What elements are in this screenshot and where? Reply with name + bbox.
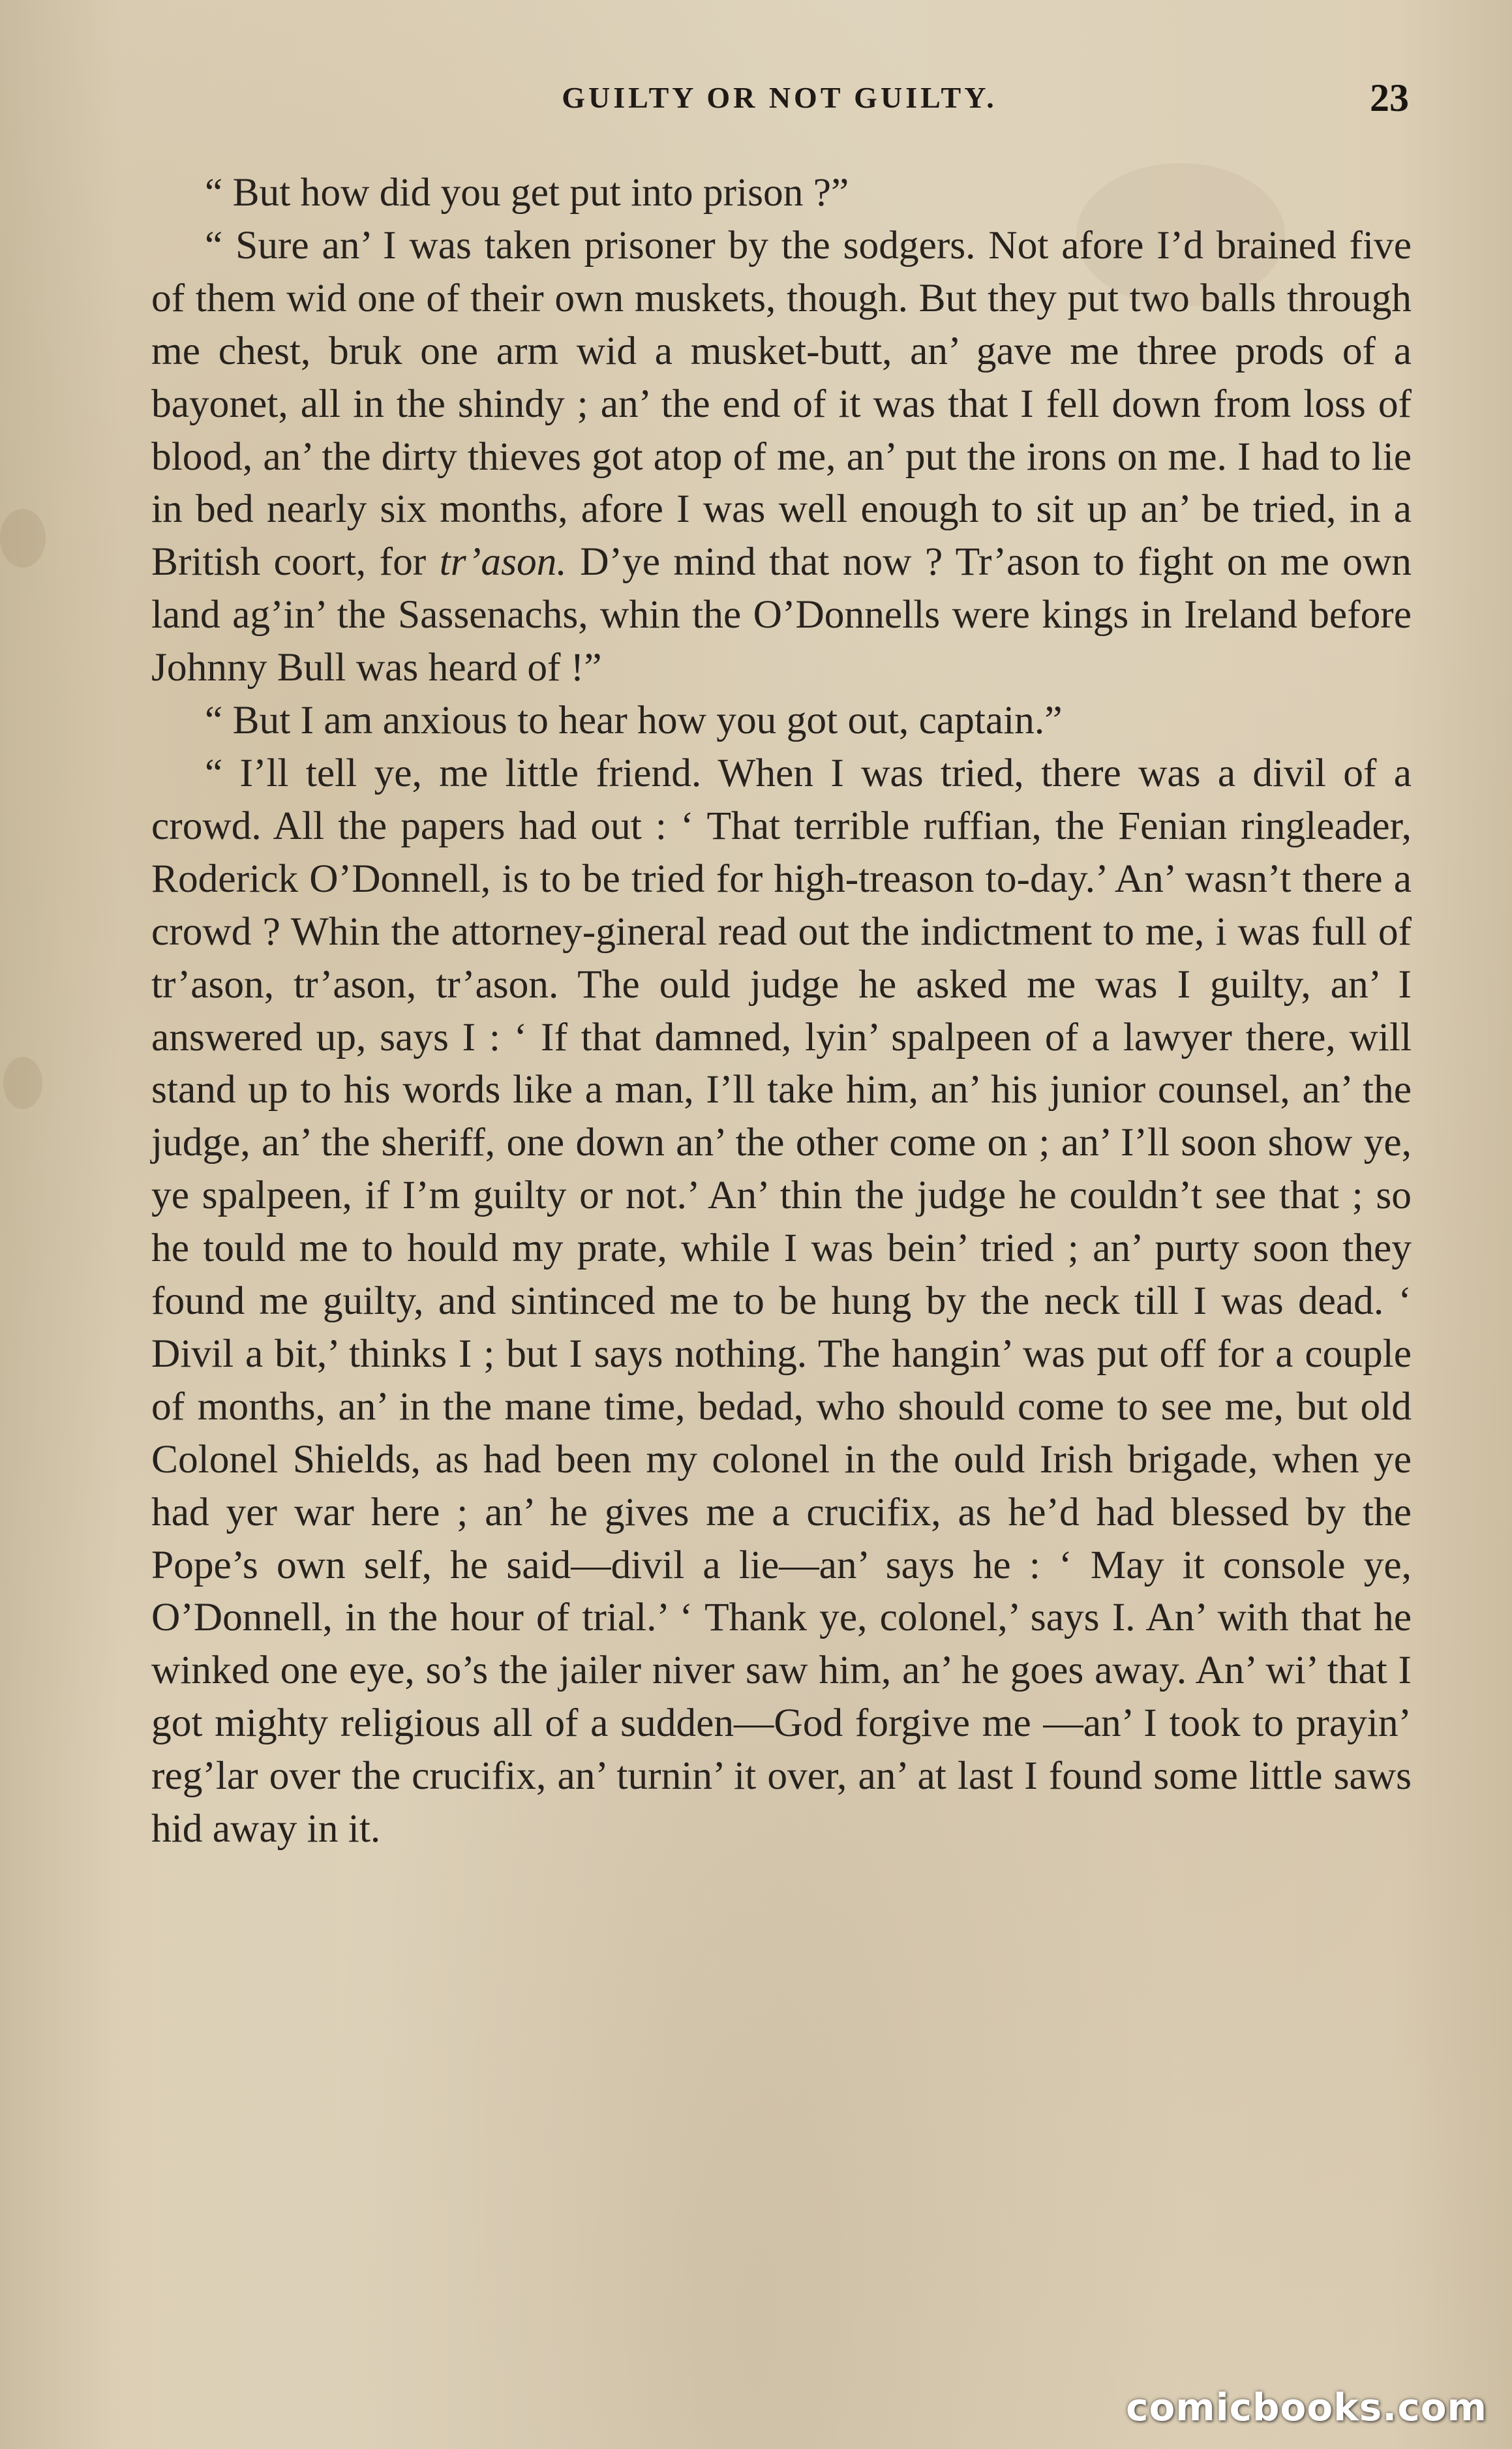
paragraph-text: D’ye mind that now ? Tr’ason to fight on me own land ag’in’ the Sassenachs, whin the O’Donnells were kings in Ireland before Johnny Bull was heard of !” [151,540,1412,690]
paragraph [151,166,1412,219]
watermark: comicbooks.com [1126,2385,1487,2429]
paragraph-text: “ But I am anxious to hear how you got out, captain.” [205,698,1063,743]
paragraph-text: “ I’ll tell ye, me little friend. When I was tried, there was a divil of a crowd. All the papers had out : ‘ That terrible ruffian, the Fenian ringleader, Roderick O’Donnell, is to be tried for high-treason to-day.’ An’ wasn’t there a crowd ? Whin the attorney-gineral read out the indictment to me, i was full of tr’ason, tr’ason, tr’ason. The ould judge he asked me was I guilty, an’ I answered up, says I : ‘ If that damned, lyin’ spalpeen of a lawyer there, will stand up to his words like a man, I’ll take him, an’ his junior counsel, an’ the judge, an’ the sheriff, one down an’ the other come on ; an’ I’ll soon show ye, ye spalpeen, if I’m guilty or not.’ An’ thin the judge he couldn’t see that ; so he tould me to hould my prate, while I was bein’ tried ; an’ purty soon they found me guilty, and sintinced me to be hung by the neck till I was dead. ‘ Divil a bit,’ thinks I ; but I says nothing. The hangin’ was put off for a couple of months, an’ in the mane time, bedad, who should come to see me, but old Colonel Shields, as had been my colonel in the ould Irish brigade, when ye had yer war here ; an’ he gives me a crucifix, as he’d had blessed by the Pope’s own self, he said—divil a lie—an’ says he : ‘ May it console ye, O’Donnell, in the hour of trial.’ ‘ Thank ye, colonel,’ says I. An’ with that he winked one eye, so’s the jailer niver saw him, an’ he goes away. An’ wi’ that I got mighty religious all of a sudden—God forgive me —an’ I took to prayin’ reg’lar over the crucifix, an’ turnin’ it over, an’ at last I found some little saws hid away in it. [151,750,1412,1851]
paragraph-text: “ Sure an’ I was taken prisoner by the sodgers. Not afore I’d brained five of them wid one of their own muskets, though. But they put two balls through me chest, bruk one arm wid a musket-butt, an’ gave me three prods of a bayonet, all in the shindy ; an’ the end of it was that I fell down from loss of blood, an’ the dirty thieves got atop of me, an’ put the irons on me. I had to lie in bed nearly six months, afore I was well enough to sit up an’ be tried, in a British coort, for [151,222,1412,585]
running-head: GUILTY OR NOT GUILTY. [562,81,997,114]
paragraph [151,219,1412,694]
page-number: 23 [1370,76,1409,119]
body-text [151,166,1412,1855]
paragraph-text: “ But how did you get put into prison ?” [205,170,849,215]
paragraph [151,747,1412,1855]
page-header [150,72,1409,124]
paper-stain [3,1057,42,1109]
italic-word: tr’ason. [439,540,567,585]
paper-stain [0,509,46,568]
paragraph [151,694,1412,747]
